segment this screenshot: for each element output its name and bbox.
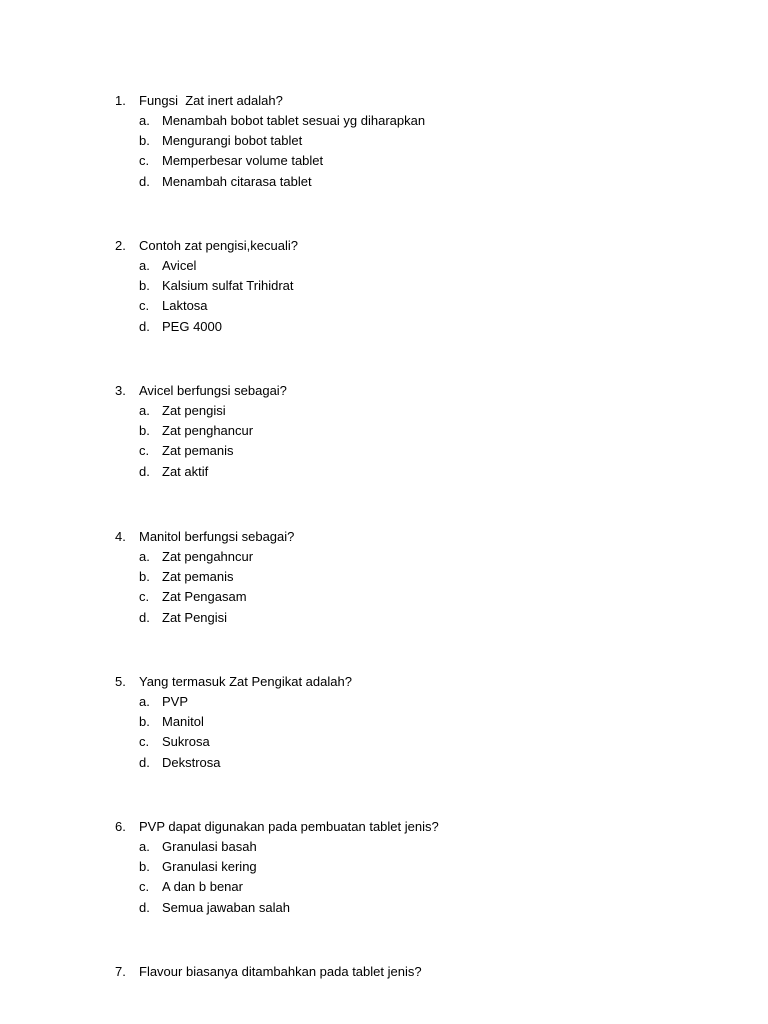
answer-option — [0, 421, 768, 441]
option-letter: a. — [139, 403, 150, 418]
question-number: 7. — [115, 964, 126, 979]
option-text: Menambah citarasa tablet — [162, 173, 312, 189]
answer-option — [0, 712, 768, 732]
question-line — [0, 962, 768, 982]
question-number: 2. — [115, 238, 126, 253]
question-2 — [0, 236, 768, 337]
question-text: Flavour biasanya ditambahkan pada tablet jenis? — [139, 964, 422, 979]
question-number: 6. — [115, 819, 126, 834]
question-line — [0, 672, 768, 692]
option-text: Zat pengisi — [162, 403, 226, 418]
question-text: PVP dapat digunakan pada pembuatan tablet jenis? — [139, 819, 439, 834]
answer-option — [0, 131, 768, 151]
question-number: 3. — [115, 383, 126, 398]
option-text: Manitol — [162, 714, 204, 730]
answer-option — [0, 401, 768, 421]
answer-option — [0, 462, 768, 482]
option-text: A dan b benar — [162, 879, 243, 895]
question-4 — [0, 527, 768, 628]
answer-option — [0, 587, 768, 607]
question-text: Yang termasuk Zat Pengikat adalah? — [139, 674, 352, 689]
option-text: Semua jawaban salah — [162, 899, 290, 915]
option-letter: b. — [139, 714, 150, 730]
question-6 — [0, 817, 768, 918]
option-letter: b. — [139, 859, 150, 875]
answer-option — [0, 111, 768, 131]
option-text: Zat pemanis — [162, 443, 234, 459]
option-letter: b. — [139, 423, 150, 439]
option-letter: a. — [139, 113, 150, 128]
option-text: Avicel — [162, 258, 197, 273]
option-text: Laktosa — [162, 298, 208, 314]
answer-option — [0, 753, 768, 773]
answer-option — [0, 151, 768, 171]
answer-option — [0, 837, 768, 857]
answer-option — [0, 172, 768, 192]
answer-option — [0, 857, 768, 877]
question-text: Avicel berfungsi sebagai? — [139, 383, 287, 398]
option-text: PEG 4000 — [162, 318, 222, 334]
option-text: PVP — [162, 694, 189, 709]
answer-option — [0, 732, 768, 752]
question-1 — [0, 91, 768, 192]
option-letter: c. — [139, 734, 150, 750]
option-letter: a. — [139, 549, 150, 564]
answer-option — [0, 567, 768, 587]
option-letter: d. — [139, 463, 150, 479]
option-letter: c. — [139, 298, 150, 314]
question-text: Contoh zat pengisi,kecuali? — [139, 238, 298, 253]
answer-option — [0, 296, 768, 316]
answer-option — [0, 692, 768, 712]
question-number: 4. — [115, 529, 126, 544]
question-5 — [0, 672, 768, 773]
question-number: 5. — [115, 674, 126, 689]
option-letter: a. — [139, 839, 150, 854]
option-letter: d. — [139, 609, 150, 625]
question-number: 1. — [115, 93, 126, 108]
option-letter: d. — [139, 899, 150, 915]
option-letter: c. — [139, 879, 150, 895]
answer-option — [0, 547, 768, 567]
question-line — [0, 381, 768, 401]
question-3 — [0, 381, 768, 482]
answer-option — [0, 898, 768, 918]
option-letter: b. — [139, 278, 150, 294]
option-text: Zat Pengasam — [162, 589, 247, 605]
option-letter: c. — [139, 153, 150, 169]
option-letter: d. — [139, 318, 150, 334]
option-text: Zat aktif — [162, 463, 209, 479]
answer-option — [0, 276, 768, 296]
question-text: Fungsi Zat inert adalah? — [139, 93, 283, 108]
answer-option — [0, 608, 768, 628]
option-letter: c. — [139, 443, 150, 459]
option-letter: b. — [139, 569, 150, 585]
option-letter: c. — [139, 589, 150, 605]
option-text: Dekstrosa — [162, 754, 221, 770]
option-text: Zat pemanis — [162, 569, 234, 585]
question-line — [0, 527, 768, 547]
option-text: Zat Pengisi — [162, 609, 228, 625]
answer-option — [0, 317, 768, 337]
answer-option — [0, 256, 768, 276]
option-text: Zat pengahncur — [162, 549, 254, 564]
option-letter: b. — [139, 133, 150, 149]
option-text: Menambah bobot tablet sesuai yg diharapkan — [162, 113, 426, 128]
question-7 — [0, 962, 768, 982]
question-line — [0, 236, 768, 256]
option-text: Zat penghancur — [162, 423, 254, 439]
option-text: Memperbesar volume tablet — [162, 153, 324, 169]
option-letter: a. — [139, 258, 150, 273]
option-letter: a. — [139, 694, 150, 709]
option-text: Granulasi kering — [162, 859, 257, 875]
question-line — [0, 91, 768, 111]
answer-option — [0, 877, 768, 897]
option-text: Kalsium sulfat Trihidrat — [162, 278, 294, 294]
option-letter: d. — [139, 173, 150, 189]
option-text: Granulasi basah — [162, 839, 257, 854]
option-text: Mengurangi bobot tablet — [162, 133, 303, 149]
option-letter: d. — [139, 754, 150, 770]
answer-option — [0, 441, 768, 461]
question-text: Manitol berfungsi sebagai? — [139, 529, 295, 544]
option-text: Sukrosa — [162, 734, 210, 750]
question-line — [0, 817, 768, 837]
